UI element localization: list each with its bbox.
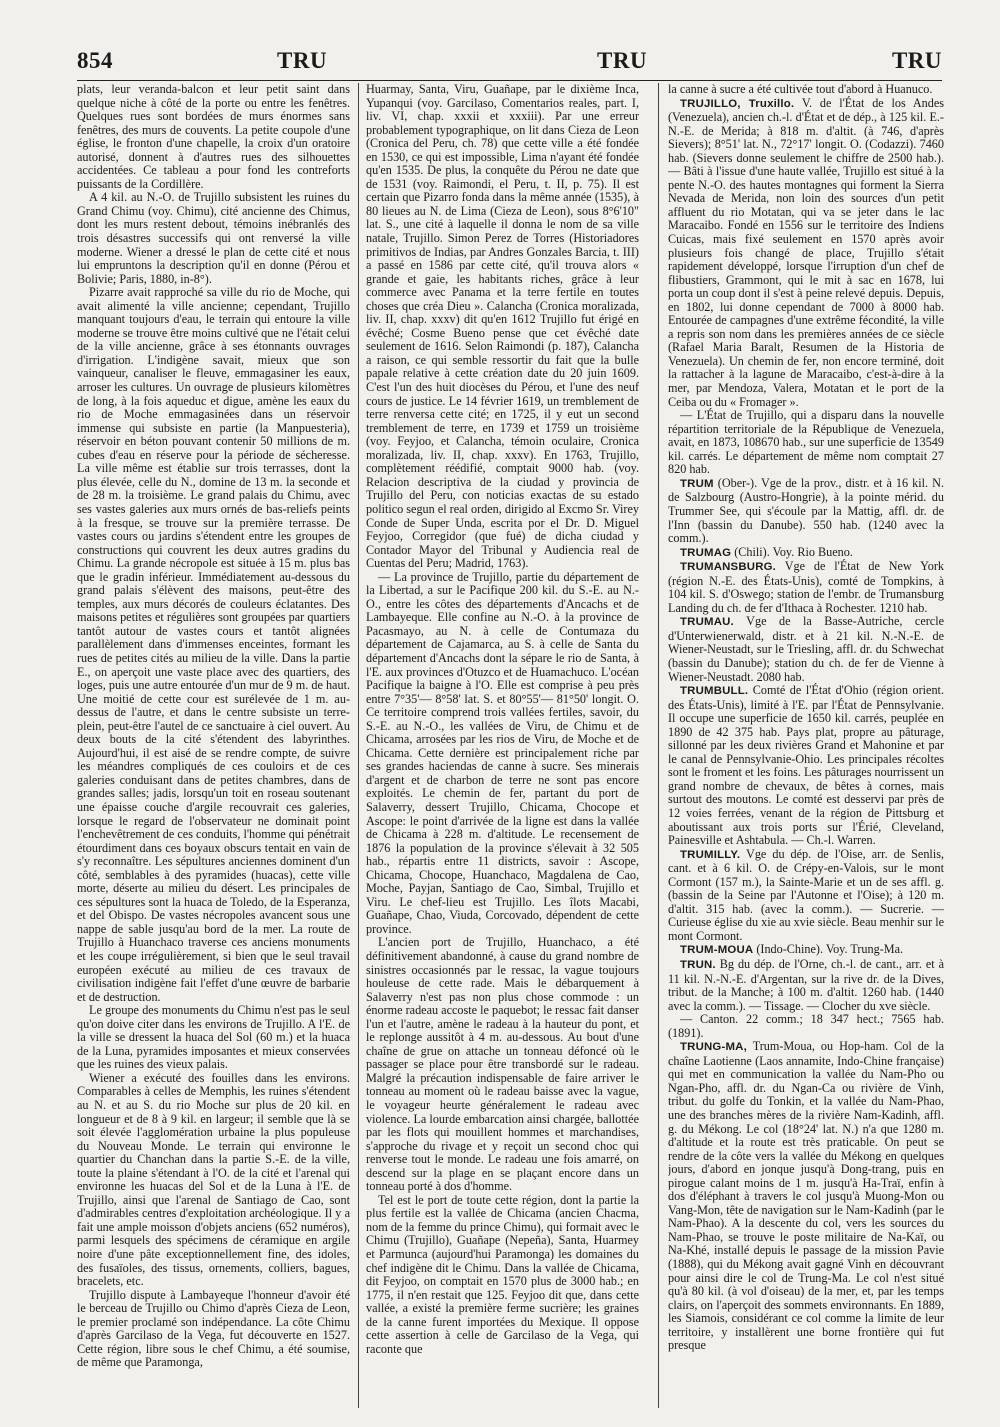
paragraph: [668, 83, 944, 97]
paragraph: [77, 286, 350, 1004]
paragraph-text: L'ancien port de Trujillo, Huanchaco, a été définitivement abandonné, à cause du grand nombre de sinistres occasionnés par le ressac, la vague toujours houleuse de cette rade. Mais le débarquement à Salaverry n'est pas non plus chose commode : un énorme radeau accoste le paquebot; le ressac fait danser l'un et l'autre, amène le radeau à la hauteur du pont, et le replonge aussitôt à 4 m. au-dessous. Au bout d'une chaîne de grue on attache un tonneau défoncé où le passager se place pour être transbordé sur le radeau. Malgré la précaution indispensable de faire arriver le tonneau au moment où le radeau baisse avec la vague, le voyageur heurte généralement le radeau avec violence. La lourde embarcation ainsi chargée, ballottée par les flots qui mouillent hommes et marchandises, s'approche du rivage et y reçoit un second choc qui renverse tout le monde. Le radeau une fois amarré, on descend sur la plage en se plaçant encore dans un tonneau porté à dos d'homme.: [366, 935, 639, 1194]
running-head-center: TRU: [597, 48, 648, 73]
running-head-left: TRU: [277, 48, 328, 73]
paragraph: [77, 83, 350, 191]
dictionary-entry: [668, 943, 944, 958]
paragraph-text: — La province de Trujillo, partie du département de la Libertad, a sur le Pacifique 200 kil. du S.-E. au N.-O., entre les côtes des départements d'Ancachs et de Lambayeque. Elle confine au N.-O. à la province de Pacasmayo, au N. à celle de Contumaza du département de Cajamarca, au S. à celle de Santa du département d'Ancachs dont la sépare le rio de Santa, à l'E. aux provinces d'Otuzco et de Huamachuco. L'océan Pacifique la baigne à l'O. Elle est comprise à peu près entre 7°35'— 8°58' lat. S. et 80°55'— 81°50' longit. O. Ce territoire comprend trois vallées fertiles, savoir, du S.-E. au N.-O., les vallées de Viru, de Chimu et de Chicama, arrosées par les rios de Viru, de Moche et de Chicama. Cette dernière est principalement riche par ses grandes haciendas de canne à sucre. Ses minerais d'argent et de charbon de terre ne sont pas encore exploités. Le chemin de fer, partant du port de Salaverry, dessert Trujillo, Chicama, Chocope et Ascope: le point d'arrivée de la ligne est dans la vallée de Chicama à 228 m. d'altitude. Le recensement de 1876 la population de la province s'élevait à 32 505 hab., répartis entre 11 districts, savoir : Ascope, Chicama, Chocope, Huanchaco, Magdalena de Cao, Moche, Payjan, Santiago de Cao, Simbal, Trujillo et Viru. Le chef-lieu est Trujillo. Les îlots Macabi, Guañape, Chao, Viuda, Corcovado, dépendent de cette province.: [366, 569, 639, 936]
paragraph-text: plats, leur veranda-balcon et leur petit saint dans quelque niche à côté de la porte ou entre les fenêtres. Quelques rues sont bordées de murs énormes sans fenêtres, des murs de couvents. La petite coupole d'une église, le fronton d'une chapelle, la croix d'un oratoire autorisé, donnent à d'autres rues des silhouettes accidentées. Ce tableau a pour fond les contreforts puissants de la Cordillère.: [77, 83, 350, 191]
paragraph-text: (Indo-Chine). Voy. Trung-Ma.: [753, 942, 904, 957]
dictionary-entry: [668, 1040, 944, 1353]
entry-headword: TRUMAG: [680, 546, 732, 559]
dictionary-entry: [668, 684, 944, 848]
paragraph-text: Huarmay, Santa, Viru, Guañape, par le dixième Inca, Yupanqui (voy. Garcilaso, Comentarios reales, part. I, liv. VI, chap. xxxii et xxxiii). Par une erreur probablement typographique, on lit dans Cieza de Leon (Cronica del Peru, ch. 78) que cette ville a été fondée en 1530, ce qui est impossible, Lima n'ayant été fondée qu'en 1535. De plus, la conquête du Pérou ne date que de 1531 (voy. Raimondi, el Peru, t. II, p. 75). Il est certain que Pizarro fonda dans la même année (1535), à 80 lieues au N. de Lima (Cieza de Leon), sous 8°6'10" lat. S., une cité à laquelle il donna le nom de sa ville natale, Trujillo. Simon Perez de Torres (Historiadores primitivos de Indias, par Andres Gonzales Barcia, t. III) a passé en 1586 par cette cité, qu'il trouva alors « grande et gaie, les habitants riches, grâce à leur commerce avec Panama et la terre fertile en toutes choses que créa Dieu ». Calancha (Cronica moralizada, liv. II, chap. xxxv) dit qu'en 1612 Trujillo fut érigé en évêché; Cosme Bueno pense que cet évêché date seulement de 1616. Selon Raimondi (p. 187), Calancha a raison, ce qui semble ressortir du fait que la bulle papale relative à cette création date du 20 juin 1609. C'est l'un des huit diocèses du Pérou, et l'une des neuf cours de justice. Le 14 février 1619, un tremblement de terre renversa cette cité; en 1725, il y eut un second tremblement de terre, en 1739 et 1759 un troisième (voy. Feyjoo, et Calancha, témoin oculaire, Cronica moralizada, liv. II, chap. xxxv). En 1763, Trujillo, complètement réédifié, comptait 9000 hab. (voy. Relacion descriptiva de la ciudad y provincia de Trujillo del Peru, con noticias exactas de su estado politico segun el real orden, dirigido al Excmo Sr. Virey Conde de Super Unda, escrita por el Dr. D. Miguel Feyjoo, Corregidor (que fué) de dicha ciudad y Contador Mayor del Tribunal y Audiencia real de Cuentas del Peru; Madrid, 1763).: [366, 83, 639, 571]
running-head-right: TRU: [891, 48, 942, 73]
paragraph-text: A 4 kil. au N.-O. de Trujillo subsistent les ruines du Grand Chimu (voy. Chimu), cité ancienne des Chimus, dont les murs restent debout, témoins inébranlés des trois désastres successifs qui ont renversé la ville moderne. Wiener a dressé le plan de cette cité et nous lui empruntons la description qu'il en donne (Pérou et Bolivie; Paris, 1880, in-8°).: [77, 190, 350, 286]
paragraph: [668, 1013, 944, 1040]
paragraph: [366, 571, 639, 937]
paragraph-text: Pizarre avait rapproché sa ville du rio de Moche, qui avait alimenté la ville ancienne; cependant, Trujillo manquant toujours d'eau, le terrain qui entoure la ville moderne se trouve être moins cultivé que ne l'était celui de la ville ancienne, grâce à ses étonnants ouvrages d'irrigation. L'indigène savait, mieux que son vainqueur, canaliser le fleuve, emmagasiner les eaux, arroser les cultures. Un ouvrage de plusieurs kilomètres de long, à la fois aqueduc et digue, amène les eaux du rio de Moche emmagasinées dans un réservoir immense qui subsiste en partie (la Manpuesteria), réservoir en béton pouvant contenir 50 millions de m. cubes d'eau en réserve pour la période de sécheresse. La ville même est établie sur trois terrasses, dont la plus élevée, celle du N., domine de 13 m. la seconde et de 28 m. la troisième. Le grand palais du Chimu, avec ses vastes galeries aux murs ornés de bas-reliefs peints à la fresque, se trouve sur la première terrasse. De vastes cours ou jardins s'étendent entre les groupes de constructions qui couvrent les deux autres gradins du Chimu. La grande nécropole est située à 15 m. plus bas que le gradin inférieur. Immédiatement au-dessous du grand palais s'élèvent des maisons, peut-être des temples, aux murs décorés de couleurs éclatantes. Des maisons petites et régulières sont groupées par quartiers tantôt autour de vastes cours et tantôt alignées parallèlement dans d'immenses enceintes, formant les rues de petites cités au milieu de la ville. Dans la partie E., on aperçoit une vaste place avec des quartiers, des loges, puis une autre entourée d'un mur de 9 m. de haut. Une moitié de cette cour est surélevée de 1 m. au-dessus de l'autre, et dans le centre subsiste un terre-plein, peut-être l'autel de ce sanctuaire à ciel ouvert. Au deux bouts de la cité s'étendent des labyrinthes. Aujourd'hui, il est aisé de se rendre compte, de suivre les méandres compliqués de ces couloirs et de ces galeries conduisant dans de petites chambres, dans de grandes salles; jadis, lorsqu'un toit en roseau soutenant une épaisse couche d'argile recouvrait ces galeries, lorsque le regard de l'observateur ne dominait point l'enchevêtrement de ces conduits, l'homme qui pénétrait étourdiment dans ces boyaux obscurs tentait en vain de s'y reconnaître. Les sépultures anciennes dominent d'un côté, semblables à des pyramides (huacas), cette ville morte, déserte au milieu du désert. Les principales de ces sépultures sont la huaca de Toledo, de la Esperanza, et del Obispo. De vastes nécropoles avancent sous une nappe de sable jusqu'au bord de la mer. La route de Trujillo à Huanchaco traverse ces anciens monuments et les coupe irrégulièrement, si bien que le seul travail européen exécuté au milieu de ces travaux de civilisation indigène fait l'effet d'une œuvre de barbarie et de destruction.: [77, 285, 350, 1004]
paragraph: [668, 409, 944, 477]
paragraph-text: Trum-Moua, ou Hop-ham. Col de la chaîne Laotienne (Laos annamite, Indo-Chine française) qui met en communication la vallée du Nam-Pho ou Ngan-Pho, affl. dr. du Ngan-Ca ou rivière de Vinh, tribut. du golfe du Tonkin, et la vallée du Nam-Phao, une des branches mères de la rivière Nam-Kadinh, affl. g. du Mékong. Le col (18°24' lat. N.) n'a que 1280 m. d'altitude et la route est très praticable. On peut se rendre de la côte vers la vallée du Mékong en quelques jours, d'abord en jonque jusqu'à Dong-trang, puis en pirogue calant moins de 1 m. jusqu'à Ha-Traï, enfin à dos d'éléphant à travers le col jusqu'à Muong-Mon ou Vang-Mon, tête de navigation sur le Nam-Kadinh (par le Nam-Phao). A la descente du col, vers les sources du Nam-Phao, se trouve le poste militaire de Na-Kaï, ou Na-Khé, installé depuis le passage de la mission Pavie (1888), qui du Mékong avait gagné Vinh en découvrant pour ainsi dire le col de Trung-Ma. Le col n'est situé qu'à 80 kil. (à vol d'oiseau) de la mer, et, par les temps clairs, on l'aperçoit des sommets environnants. En 1889, les Siamois, considérant ce col comme la limite de leur territoire, y installèrent une borne frontière qui fut presque: [668, 1039, 944, 1353]
dictionary-entry: [668, 848, 944, 944]
dictionary-entry: [668, 546, 944, 561]
entry-headword: TRUN.: [680, 959, 716, 971]
column-divider: [358, 83, 359, 1408]
paragraph: [77, 1289, 350, 1370]
dictionary-entry: [668, 560, 944, 615]
column-1: [77, 83, 350, 1413]
paragraph-text: Tel est le port de toute cette région, dont la partie la plus fertile est la vallée de Chicama (ancien Chacma, nom de la femme du prince Chimu), qui formait avec le Chimu (Trujillo), Guañape (Nepeña), Santa, Huarmey et Parmunca (aujourd'hui Paramonga) les domaines du chef indigène dit le Chimu. Dans la vallée de Chicama, dit Feyjoo, on comptait en 1570 plus de 3000 hab.; en 1775, il n'en restait que 125. Feyjoo dit que, dans cette vallée, a existé la première ferme sucrière; les graines de la canne furent importées du Mexique. Il oppose cette assertion à celle de Garcilaso de la Vega, qui raconte que: [366, 1192, 639, 1356]
paragraph: [77, 1072, 350, 1289]
dictionary-entry: [668, 97, 944, 410]
paragraph-text: (Ober-). Vge de la prov., distr. et à 16 kil. N. de Salzbourg (Austro-Hongrie), à la pointe mérid. du Trummer See, qui s'écoule par la Mattig, affl. dr. de l'Inn (bassin du Danube). 550 hab. (1240 avec la comm.).: [668, 475, 944, 546]
dictionary-entry: [668, 477, 944, 546]
paragraph-text: — Canton. 22 comm.; 18 347 hect.; 7565 hab. (1891).: [668, 1012, 944, 1040]
paragraph-text: Vge de l'État de New York (région N.-E. des États-Unis), comté de Tompkins, à 104 kil. S. d'Oswego; station de l'embr. de Trumansburg Landing du ch. de fer d'Ithaca à Rochester. 1210 hab.: [668, 559, 944, 615]
paragraph-text: Trujillo dispute à Lambayeque l'honneur d'avoir été le berceau de Trujillo ou Chimo d'après Cieza de Leon, le premier proclamé son indépendance. La côte Chimu d'après Garcilaso de la Vega, fut découverte en 1527. Cette région, libre sous le chef Chimu, a été soumise, de même que Paramonga,: [77, 1287, 350, 1370]
column-3: [668, 83, 944, 1413]
paragraph-text: Wiener a exécuté des fouilles dans les environs. Comparables à celles de Memphis, les ruines s'étendent au N. et au S. du rio Moche sur plus de 20 kil. en longueur et de 8 à 9 kil. en largeur; il semble que là se soit élevée l'agglomération urbaine la plus populeuse du Nouveau Monde. Le terrain qui environne le quartier du Chanchan dans la partie S.-E. de la ville, toute la plaine s'étendant à l'O. de la cité et l'arenal qui environne les huacas del Sol et de la Luna à l'E. de Trujillo, ainsi que l'arenal de Santiago de Cao, sont d'admirables centres d'exploitation archéologique. Il y a fait une ample moisson d'objets anciens (652 numéros), parmi lesquels des spécimens de céramique en argile noire d'une pâte exceptionnellement fine, des idoles, des fusaïoles, des tissus, ornements, colliers, bagues, bracelets, etc.: [77, 1070, 350, 1289]
header-rule: [77, 80, 942, 81]
paragraph: [366, 936, 639, 1193]
entry-headword: TRUMANSBURG.: [680, 561, 777, 574]
paragraph-text: Vge du dép. de l'Oise, arr. de Senlis, cant. et à 6 kil. O. de Crépy-en-Valois, sur le mont Cormont (157 m.), la Sainte-Marie et un de ses affl. g. (bassin de la Seine par l'Autonne et l'Oise); à 120 m. d'altit. 315 hab. (avec la comm.). — Sucrerie. — Curieuse église du xie au xvie siècle. Beau menhir sur le mont Cormont.: [668, 846, 944, 943]
paragraph: [77, 1004, 350, 1072]
column-divider: [658, 83, 659, 1408]
dictionary-entry: [668, 615, 944, 684]
entry-headword: TRUM-MOUA: [680, 944, 754, 957]
entry-headword: TRUJILLO, Truxillo.: [680, 97, 795, 110]
page-header: [77, 48, 942, 76]
entry-headword: TRUM: [680, 477, 714, 490]
entry-headword: TRUMILLY.: [680, 848, 741, 861]
paragraph-text: Vge de la Basse-Autriche, cercle d'Unterwienerwald, distr. et à 21 kil. N.-N.-E. de Wiener-Neustadt, sur le Triesling, affl. dr. du Schwechat (bassin du Danube); station du ch. de fer de Vienne à Wiener-Neustadt. 2080 hab.: [668, 614, 944, 684]
entry-headword: TRUMBULL.: [680, 685, 749, 698]
paragraph-text: Comté de l'État d'Ohio (région orient. des États-Unis), limité à l'E. par l'État de Pennsylvanie. Il occupe une superficie de 1650 kil. carrés, peuplée en 1890 de 42 375 hab. Pays plat, propre au pâturage, sillonné par les deux rivières Grand et Mahonine et par le canal de Pennsylvanie-Ohio. Les principales récoltes sont le froment et les foins. Les pâturages nourrissent un grand nombre de chevaux, de bêtes à cornes, mais surtout des moutons. Le comté est desservi par près de 12 voies ferrées, venant de la région de Pittsburg et aboutissant aux trois ports sur l'Érié, Cleveland, Painesville et Ashtabula. — Ch.-l. Warren.: [668, 683, 944, 848]
paragraph-text: V. de l'État de los Andes (Venezuela), ancien ch.-l. d'État et de dép., à 125 kil. E.-N.-E. de Merida; à 818 m. d'altit. (à 746, d'après Sievers); 8°51' lat. N., 72°17' longit. O. (Codazzi). 7460 hab. (Sievers donne seulement le chiffre de 2500 hab.). — Bâti à l'issue d'une haute vallée, Trujillo est situé à la pente N.-O. des hautes montagnes qui forment la Sierra Nevada de Merida, non loin des sources d'un petit affluent du rio Motatan, qui va se jeter dans le lac Maracaibo. Fondé en 1556 sur le territoire des Indiens Cuicas, mais fixé seulement en 1570 après avoir plusieurs fois changé de place, Trujillo s'était rapidement développé, lorsque l'irruption d'un chef de flibustiers, Grammont, qui le mit à sac en 1678, lui porta un coup dont il s'est à peine relevé depuis. Depuis, en 1802, lui donne cependant de 7000 à 8000 hab. Entourée de campagnes d'une extrême fécondité, la ville a repris son nom dans les premières années de ce siècle (Rafael Maria Baralt, Resumen de la Historia de Venezuela). Un chemin de fer, non encore terminé, doit la rattacher à la lagune de Maracaibo, c'est-à-dire à la mer, par Mendoza, Valera, Motatan et le port de la Ceiba ou du « Fromager ».: [668, 95, 944, 409]
paragraph-text: — L'État de Trujillo, qui a disparu dans la nouvelle répartition territoriale de la République de Venezuela, avait, en 1873, 108670 hab., sur une superficie de 13549 kil. carrés. Le département de même nom comptait 27 820 hab.: [668, 408, 944, 477]
paragraph-text: Bg du dép. de l'Orne, ch.-l. de cant., arr. et à 11 kil. N.-N.-E. d'Argentan, sur la rive dr. de la Dives, tribut. de la Manche; à 100 m. d'altit. 1260 hab. (1440 avec la comm.). — Tissage. — Clocher du xve siècle.: [668, 957, 944, 1013]
paragraph: [366, 83, 639, 571]
paragraph-text: la canne à sucre a été cultivée tout d'abord à Huanuco.: [668, 83, 933, 96]
page-number: 854: [77, 48, 113, 73]
paragraph-text: Le groupe des monuments du Chimu n'est pas le seul qu'on doive citer dans les environs de Trujillo. A l'E. de la ville se dressent la huaca del Sol (60 m.) et la huaca de la Luna, pyramides imposantes et mieux conservées que les ruines des vieux palais.: [77, 1003, 350, 1072]
paragraph: [366, 1194, 639, 1357]
column-2: [366, 83, 639, 1413]
dictionary-entry: [668, 958, 944, 1013]
entry-headword: TRUNG-MA,: [680, 1041, 747, 1054]
entry-headword: TRUMAU.: [680, 616, 734, 629]
paragraph-text: (Chili). Voy. Rio Bueno.: [731, 544, 853, 559]
paragraph: [77, 191, 350, 286]
